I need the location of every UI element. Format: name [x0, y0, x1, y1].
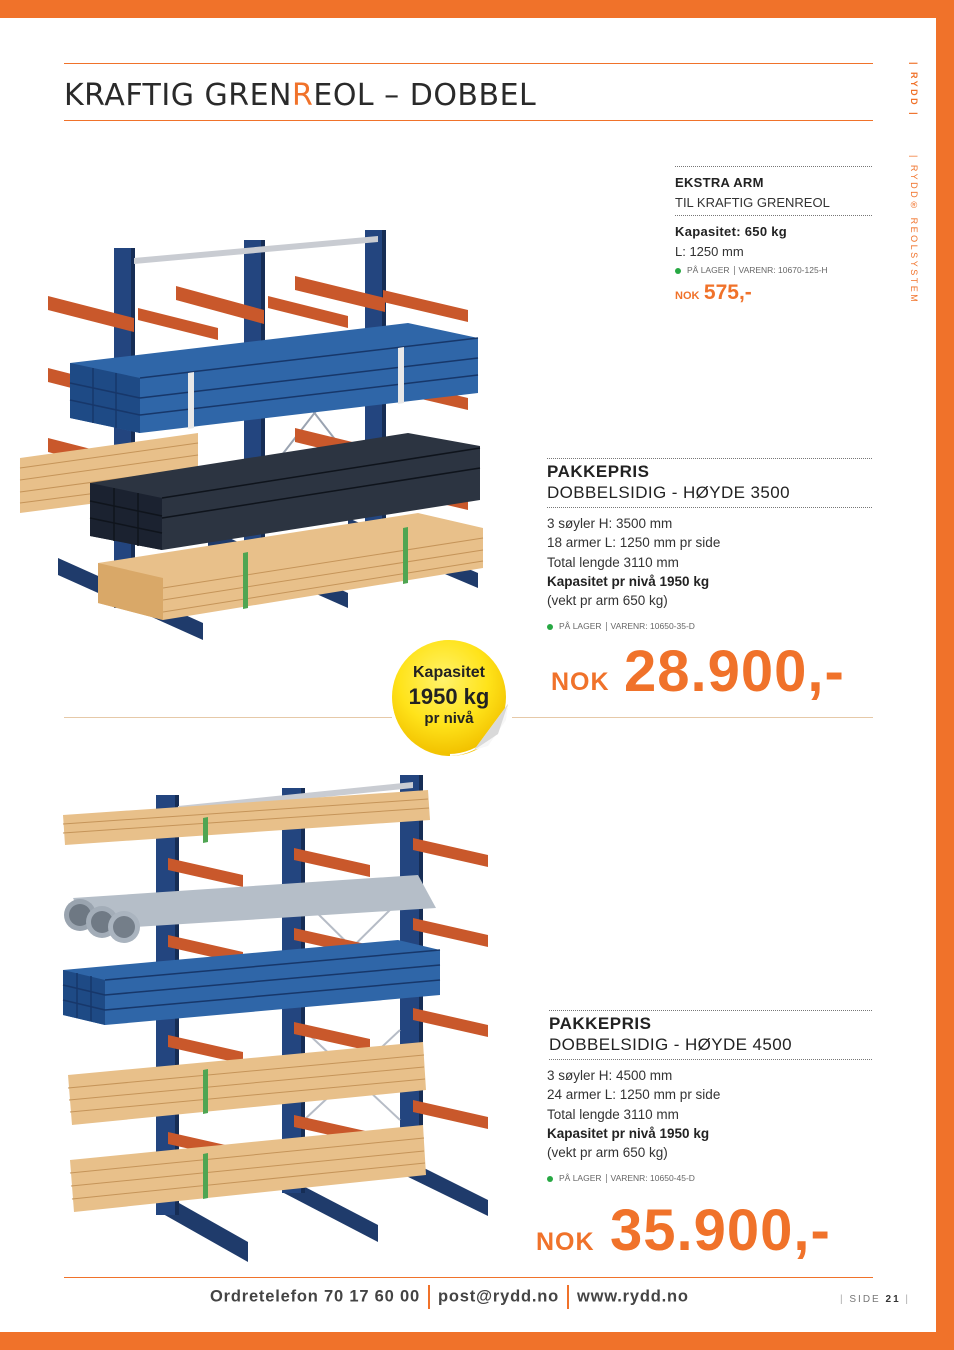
footer-separator: [428, 1285, 430, 1309]
package-1-mid-rule: [547, 507, 872, 508]
package-1-price: 28.900,-: [624, 639, 845, 704]
package-2-spec-arms: 24 armer L: 1250 mm pr side: [547, 1087, 721, 1103]
side-system-tag: | RYDD® REOLSYSTEM: [909, 155, 919, 305]
page-number: 21: [885, 1294, 901, 1305]
package-1-stock: PÅ LAGER: [559, 621, 602, 631]
package-2-heading: PAKKEPRIS: [549, 1014, 652, 1033]
extra-arm-capacity: Kapasitet: 650 kg: [675, 224, 788, 239]
cantilever-rack-3500-image: [18, 228, 488, 640]
extra-arm-item-no: VARENR: 10670-125-H: [738, 265, 828, 275]
package-2-arm-weight: (vekt pr arm 650 kg): [547, 1145, 668, 1161]
package-2-currency: NOK: [536, 1228, 595, 1256]
section-divider-right: [512, 717, 873, 718]
capacity-sticker: [390, 638, 512, 756]
package-2-item-no: VARENR: 10650-45-D: [610, 1173, 695, 1183]
package-2-price: 35.900,-: [610, 1198, 831, 1263]
package-1-heading: PAKKEPRIS: [547, 462, 650, 481]
package-2-subheading: DOBBELSIDIG - HØYDE 4500: [549, 1035, 792, 1054]
side-brand-tag: | RYDD |: [909, 62, 919, 118]
package-1-item-no: VARENR: 10650-35-D: [610, 621, 695, 631]
package-1-specs: [547, 514, 720, 610]
extra-arm-length: L: 1250 mm: [675, 244, 744, 259]
extra-arm-price-line: [675, 281, 752, 305]
package-2-stock: PÅ LAGER: [559, 1173, 602, 1183]
extra-arm-subheading: TIL KRAFTIG GRENREOL: [675, 195, 830, 210]
in-stock-dot-icon: [675, 268, 681, 274]
package-2-mid-rule: [549, 1059, 872, 1060]
extra-arm-top-rule: [675, 166, 872, 167]
package-1-stock-line: [547, 621, 695, 631]
header-bottom-rule: [64, 120, 873, 121]
sticker-line-3: pr nivå: [424, 710, 474, 727]
in-stock-dot-icon: [547, 624, 553, 630]
page-number-block: | SIDE 21 |: [840, 1294, 911, 1305]
package-1-spec-length: Total lengde 3110 mm: [547, 554, 679, 570]
footer-rule: [64, 1277, 873, 1278]
page-title: KRAFTIG GRENREOL – DOBBEL: [64, 78, 537, 113]
extra-arm-heading: EKSTRA ARM: [675, 175, 764, 190]
footer-web[interactable]: www.rydd.no: [576, 1287, 689, 1306]
package-2-stock-line: [547, 1173, 695, 1183]
extra-arm-currency: NOK: [675, 290, 700, 302]
package-1-arm-weight: (vekt pr arm 650 kg): [547, 593, 668, 609]
package-2-top-rule: [549, 1010, 872, 1011]
in-stock-dot-icon: [547, 1176, 553, 1182]
page-label: SIDE: [849, 1294, 881, 1305]
footer-separator: [567, 1285, 569, 1309]
package-2-capacity: Kapasitet pr nivå 1950 kg: [547, 1125, 710, 1141]
package-1-subheading: DOBBELSIDIG - HØYDE 3500: [547, 483, 790, 502]
sticker-line-1: Kapasitet: [412, 664, 486, 681]
header-top-rule: [64, 63, 873, 64]
package-2-spec-length: Total lengde 3110 mm: [547, 1106, 679, 1122]
package-1-currency: NOK: [551, 668, 610, 696]
footer-phone: Ordretelefon 70 17 60 00: [210, 1287, 420, 1306]
package-1-top-rule: [547, 458, 872, 459]
extra-arm-mid-rule: [675, 215, 872, 216]
section-divider-left: [64, 717, 392, 718]
sticker-line-2: 1950 kg: [408, 684, 490, 709]
footer-email[interactable]: post@rydd.no: [437, 1287, 559, 1306]
extra-arm-stock-line: [675, 265, 828, 275]
package-1-spec-columns: 3 søyler H: 3500 mm: [547, 516, 673, 531]
package-1-capacity: Kapasitet pr nivå 1950 kg: [547, 573, 710, 589]
package-2-spec-columns: 3 søyler H: 4500 mm: [547, 1068, 673, 1083]
package-1-spec-arms: 18 armer L: 1250 mm pr side: [547, 535, 721, 551]
cantilever-rack-4500-image: [58, 770, 498, 1270]
extra-arm-price: 575,-: [703, 281, 752, 304]
footer-contact: [210, 1285, 689, 1309]
extra-arm-stock: PÅ LAGER: [687, 265, 730, 275]
package-2-specs: [547, 1066, 720, 1162]
